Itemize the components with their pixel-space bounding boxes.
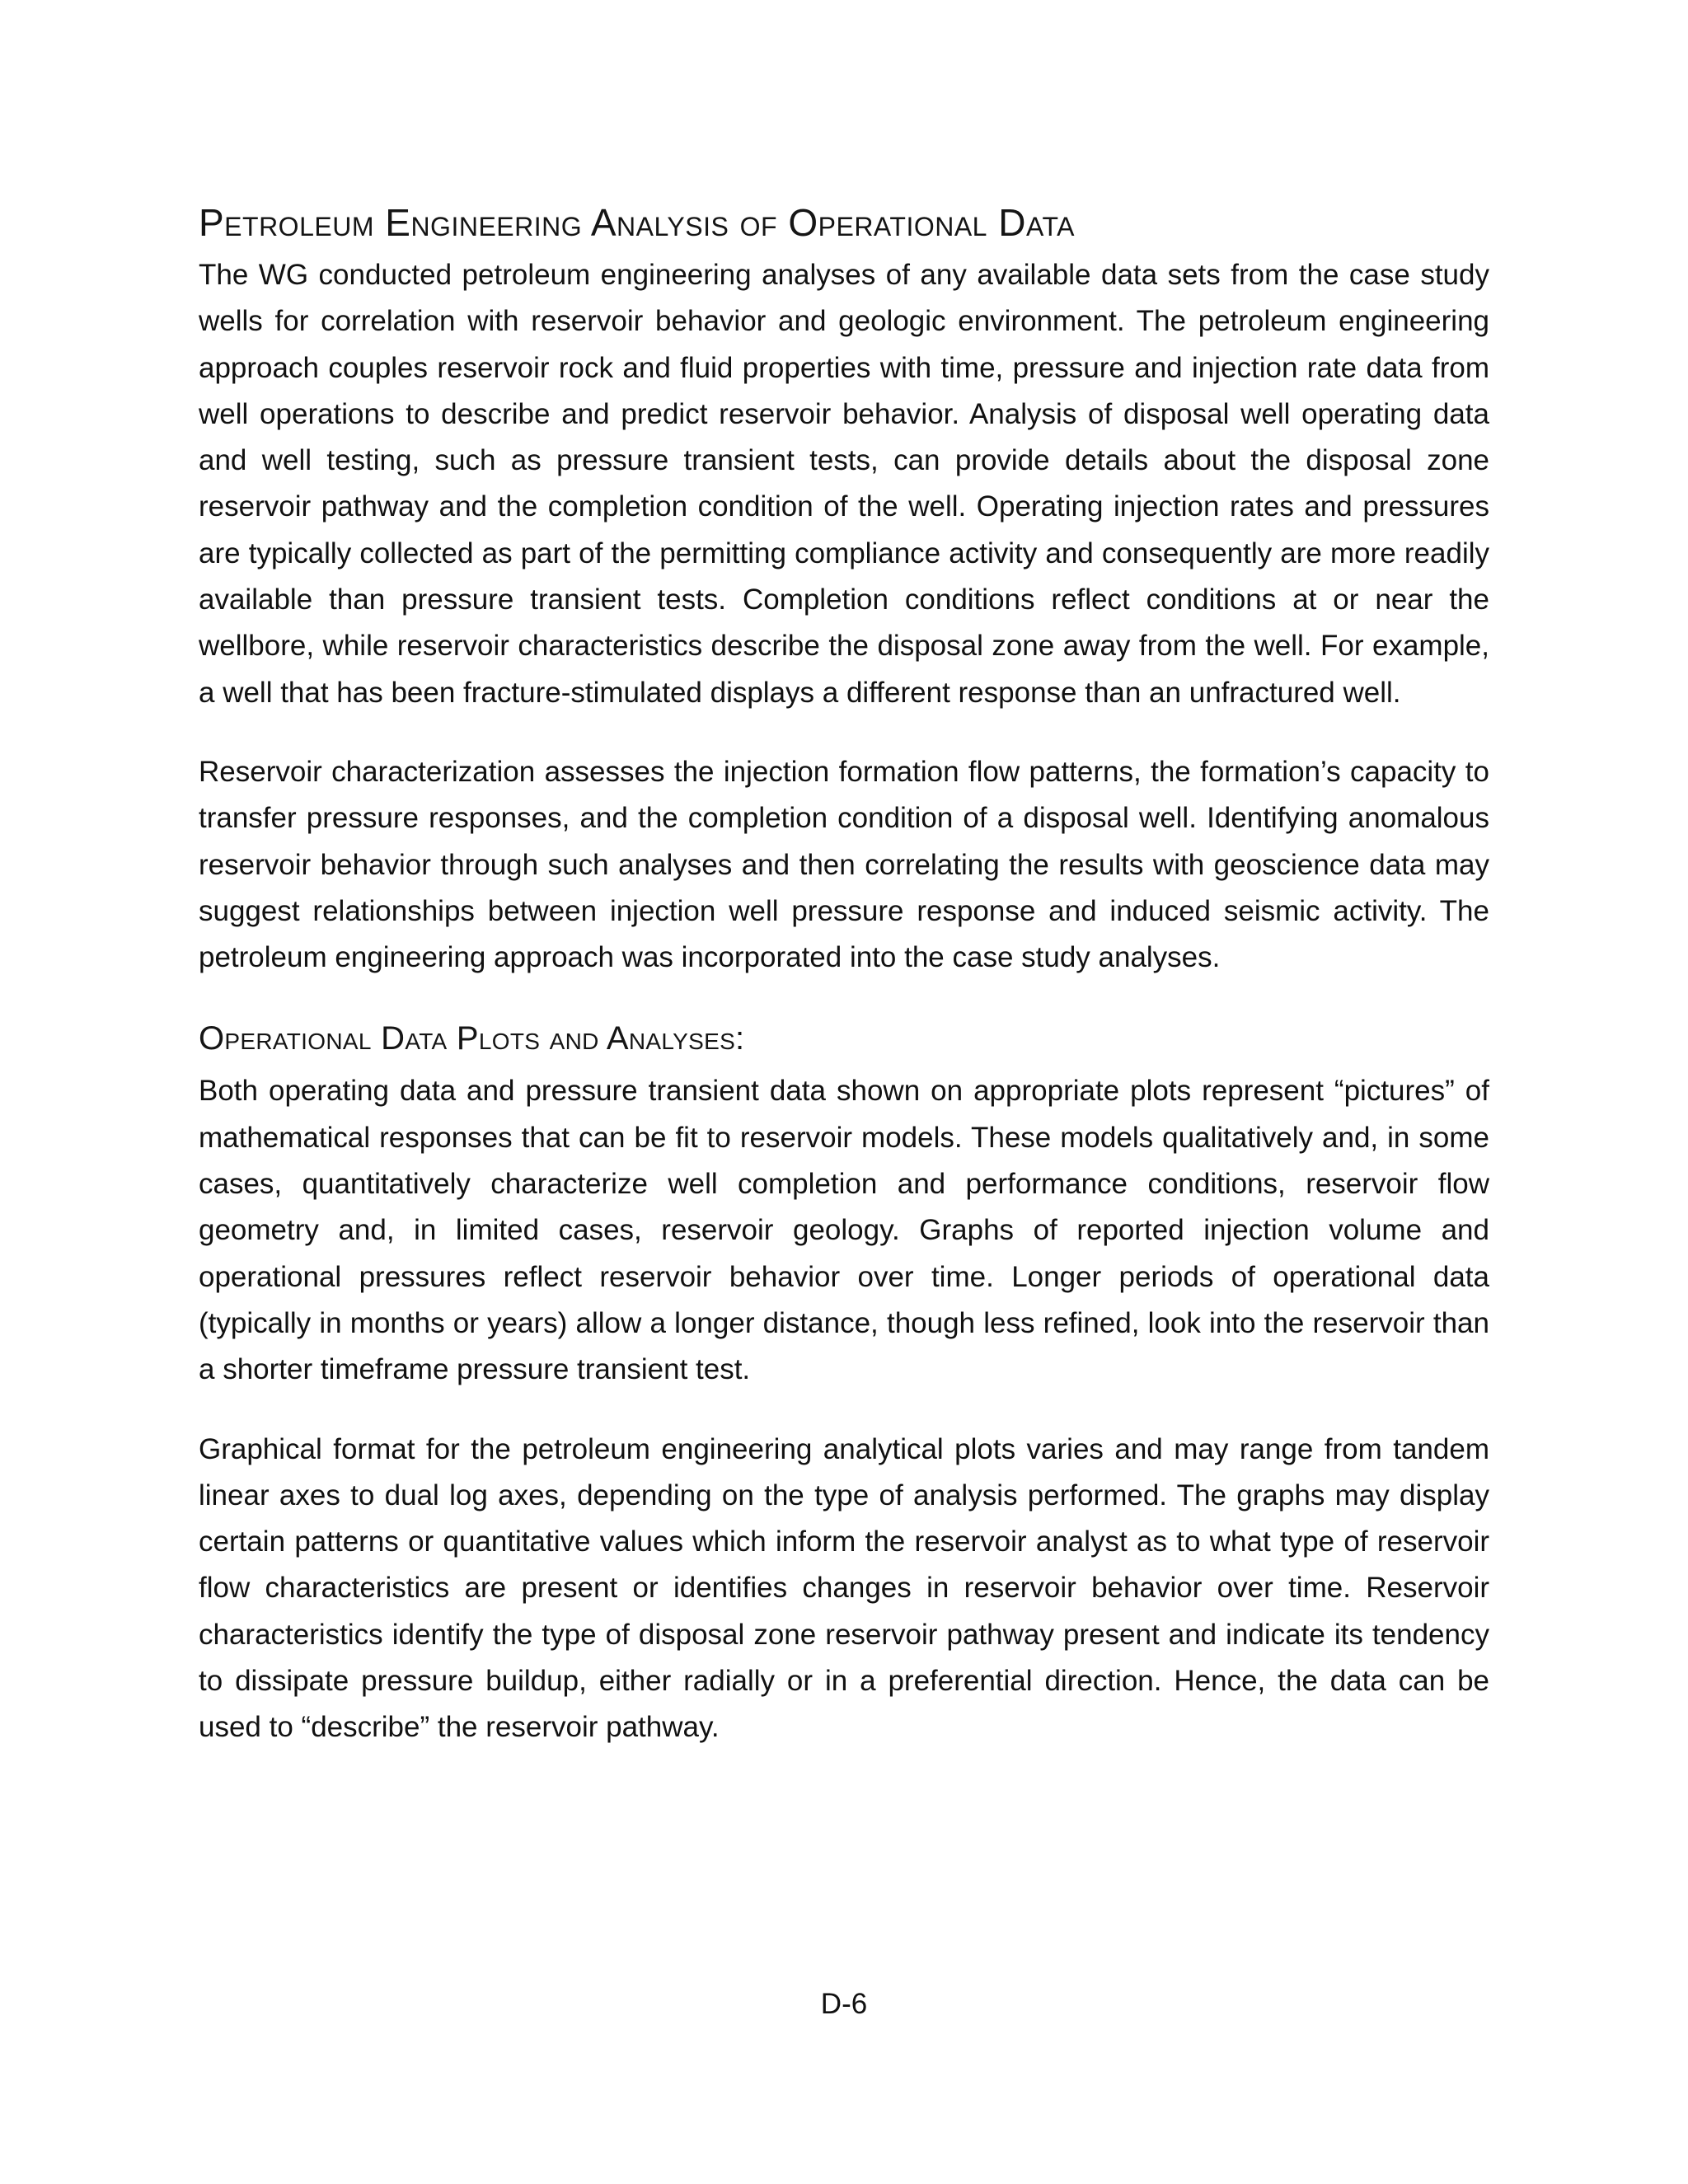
page-number: D-6 bbox=[820, 1988, 868, 2020]
section-title: Petroleum Engineering Analysis of Operational Data bbox=[199, 201, 1075, 244]
subsection-paragraph: Both operating data and pressure transient data shown on appropriate plots represent “pictures” of mathematical responses that can be fit to reservoir models. These models qualitatively and, in some cases, quantitatively characterize well completion and performance conditions, reservoir flow geometry and, in limited cases, reservoir geology. Graphs of reported injection volume and operational pressures reflect reservoir behavior over time. Longer periods of operational data (typically in months or years) allow a longer distance, though less refined, look into the reservoir than a shorter timeframe pressure transient test. bbox=[199, 1075, 1489, 1386]
intro-paragraph: Reservoir characterization assesses the injection formation flow patterns, the formation’s capacity to transfer pressure responses, and the completion condition of a disposal well. Identifying anomalous reservoir behavior through such analyses and then correlating the results with geoscience data may suggest relationships between injection well pressure response and induced seismic activity. The petroleum engineering approach was incorporated into the case study analyses. bbox=[199, 755, 1489, 974]
subsection-title: Operational Data Plots and Analyses: bbox=[199, 1020, 745, 1057]
subsection-paragraph: Graphical format for the petroleum engineering analytical plots varies and may range from tandem linear axes to dual log axes, depending on the type of analysis performed. The graphs may display certain patterns or quantitative values which inform the reservoir analyst as to what type of reservoir flow characteristics are present or identifies changes in reservoir behavior over time. Reservoir characteristics identify the type of disposal zone reservoir pathway present and indicate its tendency to dissipate pressure buildup, either radially or in a preferential direction. Hence, the data can be used to “describe” the reservoir pathway. bbox=[199, 1432, 1489, 1744]
intro-paragraph: The WG conducted petroleum engineering analyses of any available data sets from the case study wells for correlation with reservoir behavior and geologic environment. The petroleum engineering approach couples reservoir rock and fluid properties with time, pressure and injection rate data from well operations to describe and predict reservoir behavior. Analysis of disposal well operating data and well testing, such as pressure transient tests, can provide details about the disposal zone reservoir pathway and the completion condition of the well. Operating injection rates and pressures are typically collected as part of the permitting compliance activity and consequently are more readily available than pressure transient tests. Completion conditions reflect conditions at or near the wellbore, while reservoir characteristics describe the disposal zone away from the well. For example, a well that has been fracture-stimulated displays a different response than an unfractured well. bbox=[199, 259, 1489, 709]
page-body bbox=[199, 198, 1489, 1784]
